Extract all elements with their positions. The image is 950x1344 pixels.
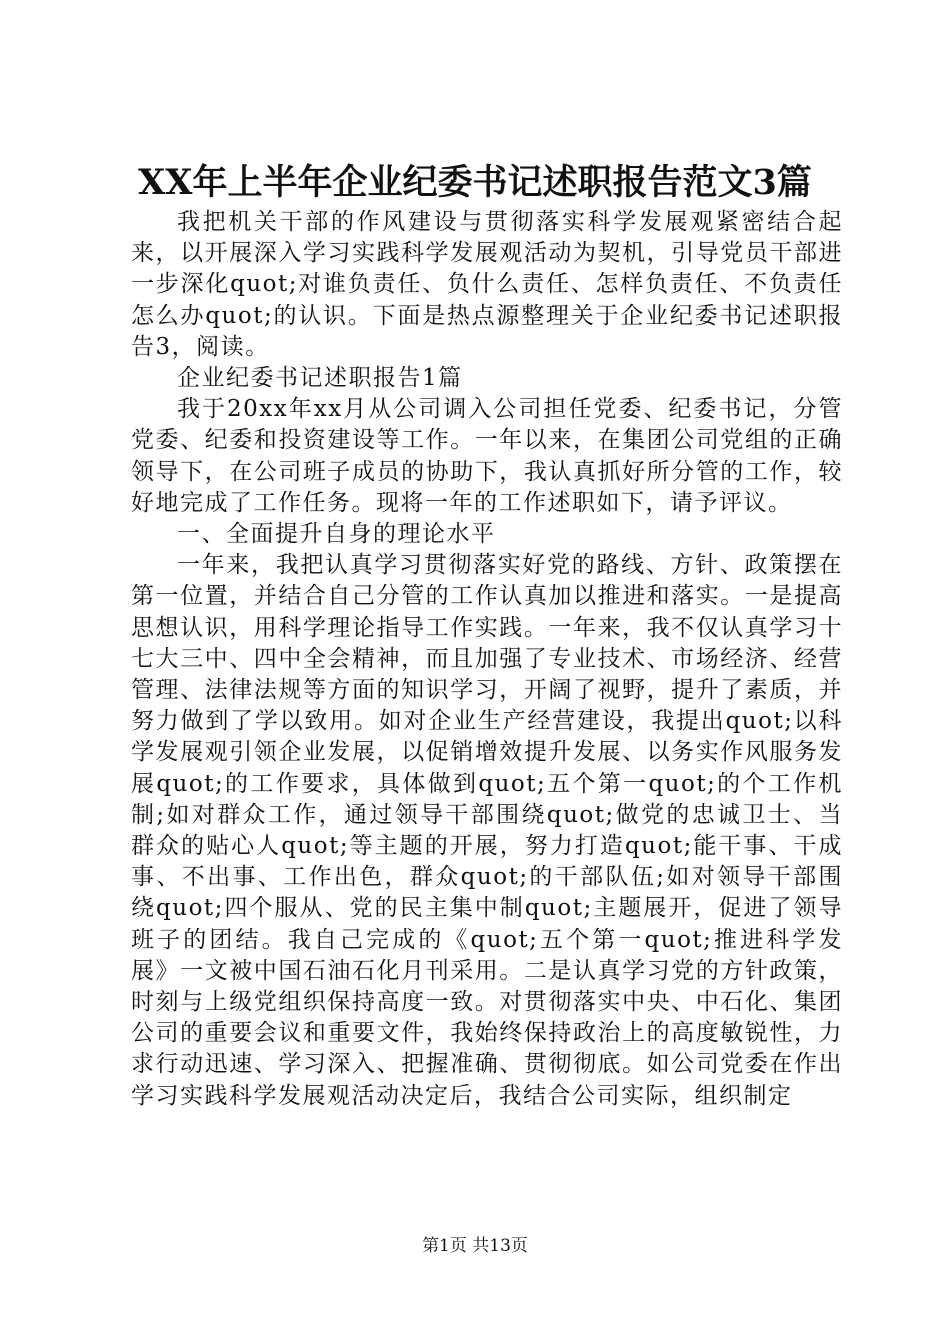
subsection-heading-theory: 一、全面提升自身的理论水平 (177, 521, 496, 548)
page-footer: 第1页 共13页 (422, 1236, 528, 1256)
theory-paragraph: 一年来，我把认真学习贯彻落实好党的路线、方针、政策摆在第一位置，并结合自己分管的工作认真加以推进和落实。一是提高思想认识，用科学理论指导工作实践。一年来，我不仅认真学习十七大三中、四中全会精神，而且加强了专业技术、市场经济、经营管理、法律法规等方面的知识学习，开阔了视野，提升了素质，并努力做到了学以致用。如对企业生产经营建设，我提出quot;以科学发展观引领企业发展，以促销增效提升发展、以务实作风服务发展quot;的工作要求，具体做到quot;五个第一quot;的个工作机制;如对群众工作，通过领导干部围绕quot;做党的忠诚卫士、当群众的贴心人quot;等主题的开展，努力打造quot;能干事、干成事、不出事、工作出色，群众quot;的干部队伍;如对领导干部围绕quot;四个服从、党的民主集中制quot;主题展开，促进了领导班子的团结。我自己完成的《quot;五个第一quot;推进科学发展》一文被中国石油石化月刊采用。二是认真学习党的方针政策，时刻与上级党组织保持高度一致。对贯彻落实中央、中石化、集团公司的重要会议和重要文件，我始终保持政治上的高度敏锐性，力求行动迅速、学习深入、把握准确、贯彻彻底。如公司党委在作出学习实践科学发展观活动决定后，我结合公司实际，组织制定 (131, 552, 843, 1109)
intro-paragraph: 我把机关干部的作风建设与贯彻落实科学发展观紧密结合起来，以开展深入学习实践科学发展观活动为契机，引导党员干部进一步深化quot;对谁负责任、负什么责任、怎样负责任、不负责任怎么办quot;的认识。下面是热点源整理关于企业纪委书记述职报告3，阅读。 (131, 209, 843, 360)
document-body (131, 207, 843, 1112)
document-title: XX年上半年企业纪委书记述职报告范文3篇 (138, 162, 812, 203)
report-opening-paragraph: 我于20xx年xx月从公司调入公司担任党委、纪委书记，分管党委、纪委和投资建设等工作。一年以来，在集团公司党组的正确领导下，在公司班子成员的协助下，我认真抓好所分管的工作，较好地完成了工作任务。现将一年的工作述职如下，请予评议。 (131, 396, 843, 516)
section-heading-report-1: 企业纪委书记述职报告1篇 (177, 365, 463, 392)
